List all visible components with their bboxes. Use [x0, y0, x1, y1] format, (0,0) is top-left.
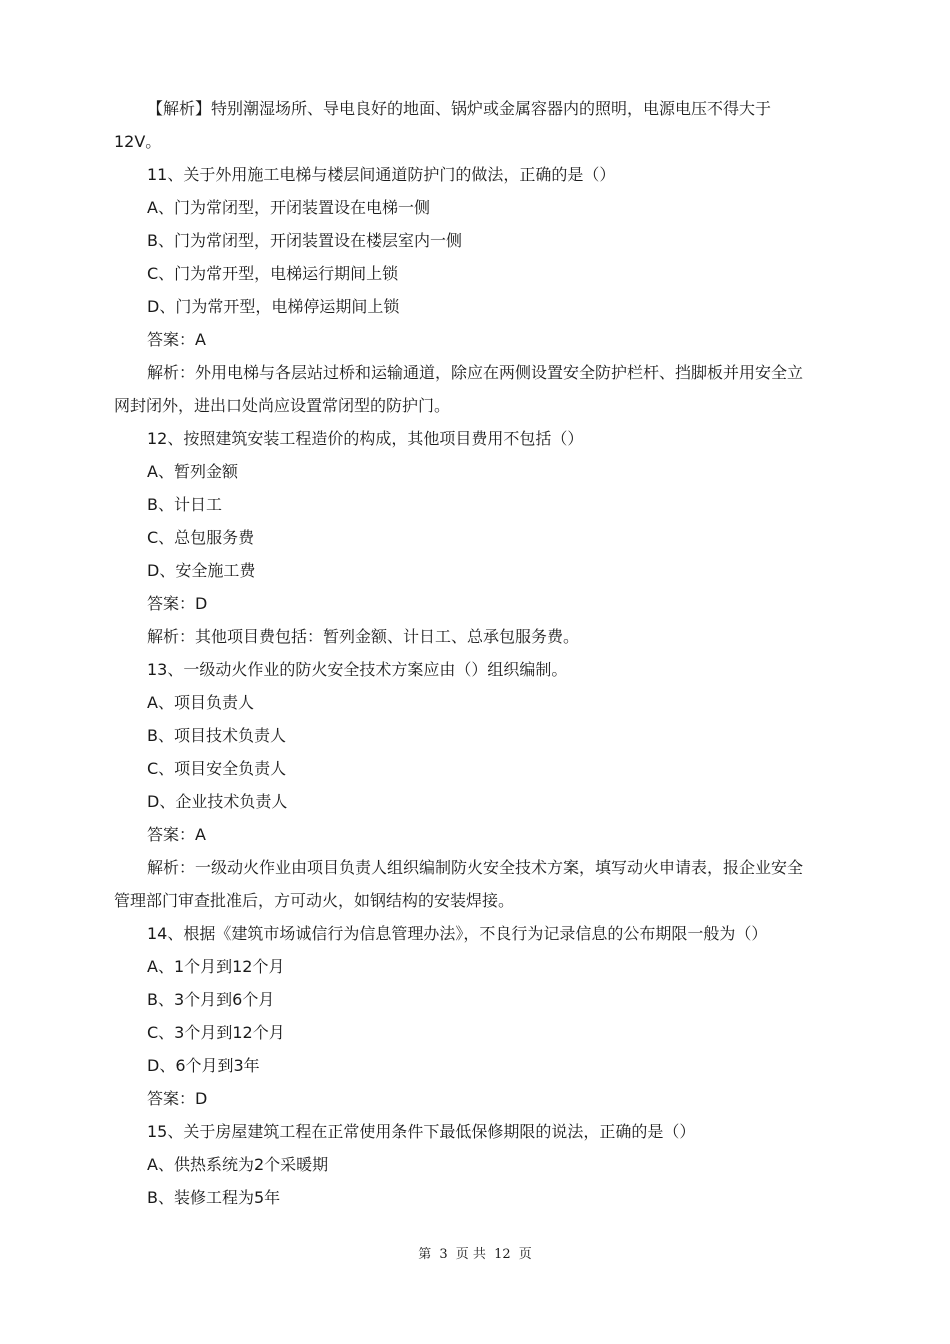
text-line: A、项目负责人 — [147, 693, 254, 712]
text-line: A、1个月到12个月 — [147, 957, 285, 976]
text-line: 答案：D — [147, 1089, 208, 1108]
text-line: D、门为常开型，电梯停运期间上锁 — [147, 297, 400, 316]
text-line: 答案：A — [147, 330, 206, 349]
text-line: B、项目技术负责人 — [147, 726, 286, 745]
text-line: C、3个月到12个月 — [147, 1023, 285, 1042]
text-line: 解析：外用电梯与各层站过桥和运输通道，除应在两侧设置安全防护栏杆、挡脚板并用安全立 — [147, 363, 804, 382]
text-line: A、暂列金额 — [147, 462, 238, 481]
document-body — [114, 92, 836, 1214]
text-line: D、企业技术负责人 — [147, 792, 288, 811]
text-line: D、安全施工费 — [147, 561, 256, 580]
text-line: A、供热系统为2个采暖期 — [147, 1155, 329, 1174]
text-line: 【解析】特别潮湿场所、导电良好的地面、锅炉或金属容器内的照明，电源电压不得大于 — [147, 99, 772, 118]
text-line: B、门为常闭型，开闭装置设在楼层室内一侧 — [147, 231, 462, 250]
text-line: 解析：其他项目费包括：暂列金额、计日工、总承包服务费。 — [147, 627, 580, 646]
text-line: 解析：一级动火作业由项目负责人组织编制防火安全技术方案，填写动火申请表，报企业安全 — [147, 858, 804, 877]
page-footer — [0, 1245, 950, 1265]
text-line: C、总包服务费 — [147, 528, 255, 547]
footer-suffix: 页 — [518, 1247, 532, 1262]
text-line: 15、关于房屋建筑工程在正常使用条件下最低保修期限的说法，正确的是（） — [147, 1122, 696, 1141]
text-line: 12、按照建筑安装工程造价的构成，其他项目费用不包括（） — [147, 429, 584, 448]
footer-current-page: 3 — [439, 1247, 448, 1262]
text-line: C、门为常开型，电梯运行期间上锁 — [147, 264, 399, 283]
text-line: D、6个月到3年 — [147, 1056, 260, 1075]
text-line: C、项目安全负责人 — [147, 759, 287, 778]
footer-prefix: 第 — [418, 1247, 432, 1262]
text-line: A、门为常闭型，开闭装置设在电梯一侧 — [147, 198, 430, 217]
text-line: 管理部门审查批准后，方可动火，如钢结构的安装焊接。 — [114, 891, 515, 910]
text-line: 网封闭外，进出口处尚应设置常闭型的防护门。 — [114, 396, 451, 415]
text-line: 12V。 — [114, 132, 162, 151]
text-line: 13、一级动火作业的防火安全技术方案应由（）组织编制。 — [147, 660, 568, 679]
text-line: B、3个月到6个月 — [147, 990, 275, 1009]
text-line: 答案：D — [147, 594, 208, 613]
text-line: 答案：A — [147, 825, 206, 844]
text-line: 14、根据《建筑市场诚信行为信息管理办法》，不良行为记录信息的公布期限一般为（） — [147, 924, 768, 943]
footer-total-pages: 12 — [494, 1247, 511, 1262]
text-line: B、计日工 — [147, 495, 222, 514]
footer-middle: 页 共 — [455, 1247, 486, 1262]
text-line: 11、关于外用施工电梯与楼层间通道防护门的做法，正确的是（） — [147, 165, 616, 184]
text-line: B、装修工程为5年 — [147, 1188, 281, 1207]
